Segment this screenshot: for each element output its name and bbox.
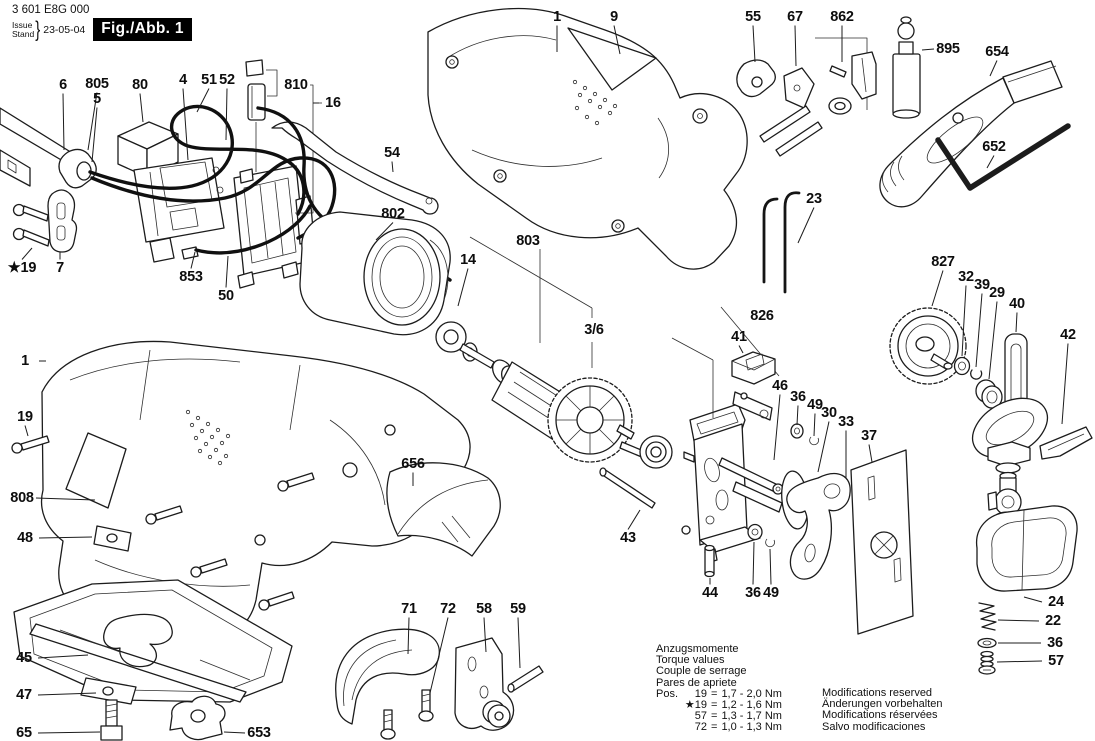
part-bolt-65	[101, 700, 122, 740]
callout-9: 9	[610, 9, 618, 25]
callout-36: 36	[745, 585, 761, 601]
leader-37	[869, 445, 872, 463]
callout-1: 1	[553, 9, 561, 25]
callout-808: 808	[10, 490, 34, 506]
callout-59: 59	[510, 601, 526, 617]
callout-803: 803	[516, 233, 540, 249]
torque-lead	[656, 711, 681, 722]
callout-72: 72	[440, 601, 456, 617]
part-washer-32	[955, 358, 970, 375]
part-bracket-862	[815, 38, 876, 114]
document-header	[12, 4, 192, 41]
torque-eq: =	[711, 699, 718, 712]
leader-654	[990, 61, 997, 77]
part-grease-tube-895	[893, 17, 920, 118]
leader-4	[183, 89, 188, 161]
callout-52: 52	[219, 72, 235, 88]
leader-36	[753, 542, 754, 585]
leader-59	[518, 618, 520, 669]
leader-star-19	[22, 248, 32, 260]
leader-827	[932, 271, 943, 307]
leader-24	[1024, 597, 1042, 602]
callout-32: 32	[958, 269, 974, 285]
part-roller-holder-58	[455, 638, 514, 730]
callout-48: 48	[17, 530, 33, 546]
part-plate-37	[851, 450, 913, 634]
leader-22	[998, 620, 1039, 621]
document-number: 3 601 E8G 000	[12, 4, 90, 16]
torque-lead: Pos.	[656, 687, 679, 700]
callout-23: 23	[806, 191, 822, 207]
leader-49	[770, 549, 771, 585]
callout-47: 47	[16, 687, 32, 703]
leader-42	[1062, 344, 1068, 425]
leader-652	[987, 156, 994, 169]
part-rod-43	[600, 468, 655, 508]
part-pin-59	[508, 666, 543, 692]
callout-65: 65	[16, 725, 32, 741]
modification-line: Modifications réservées	[822, 709, 938, 722]
modification-line: Modifications reserved	[822, 687, 933, 699]
torque-val: 1,3 - 1,7 Nm	[721, 710, 782, 723]
callout-44: 44	[702, 585, 718, 601]
part-roller-55	[737, 60, 775, 97]
leader-29	[989, 302, 997, 380]
leader-55	[753, 26, 755, 63]
modification-line: Salvo modificaciones	[822, 720, 926, 733]
modifications-note	[822, 688, 942, 733]
torque-num: ★19	[684, 699, 707, 712]
leader-49	[814, 414, 815, 437]
part-screws-star19	[14, 205, 50, 247]
part-eccentric-29	[976, 380, 1002, 408]
torque-eq: =	[711, 710, 718, 723]
callout-654: 654	[985, 44, 1009, 60]
callout-652: 652	[982, 139, 1006, 155]
callout-656: 656	[401, 456, 425, 472]
callout-58: 58	[476, 601, 492, 617]
callout-star-19: ★19	[7, 260, 37, 276]
callout-895: 895	[936, 41, 960, 57]
torque-heading-line: Torque values	[656, 654, 725, 667]
part-stator-802	[300, 212, 450, 335]
part-guide-rod	[0, 108, 96, 188]
callout-49: 49	[807, 397, 823, 413]
part-circlip-39	[971, 370, 982, 379]
issue-row	[12, 18, 192, 41]
leader-67	[795, 26, 796, 67]
torque-num: 72	[694, 721, 707, 734]
callout-862: 862	[830, 9, 854, 25]
torque-heading-line: Anzugsmomente	[656, 643, 739, 655]
bracket-lines-803	[470, 237, 592, 368]
torque-eq: =	[711, 721, 718, 734]
callout-41: 41	[731, 329, 747, 345]
issue-word-en: Issue	[12, 19, 33, 30]
torque-num: 19	[694, 687, 707, 700]
callout-826: 826	[750, 308, 774, 324]
leader-41	[739, 346, 743, 354]
part-clamp-7	[48, 190, 77, 252]
callout-653: 653	[247, 725, 271, 741]
torque-eq: =	[711, 687, 718, 700]
callout-7: 7	[56, 260, 64, 276]
callout-853: 853	[179, 269, 203, 285]
callout-37: 37	[861, 428, 877, 444]
part-block-41	[732, 352, 775, 384]
part-lever-42	[1040, 427, 1092, 459]
callout-42: 42	[1060, 327, 1076, 343]
callout-33: 33	[838, 414, 854, 430]
callout-6: 6	[59, 77, 67, 93]
callout-57: 57	[1048, 653, 1064, 669]
torque-heading-line: Pares de apriete	[656, 676, 737, 689]
callout-805: 805	[85, 76, 109, 92]
torque-val: 1,0 - 1,3 Nm	[721, 721, 782, 734]
part-spring-22	[979, 603, 996, 630]
part-screws-72	[381, 690, 433, 739]
callout-80: 80	[132, 77, 148, 93]
part-gear-827	[890, 308, 966, 384]
callout-39: 39	[974, 277, 990, 293]
leader-5	[92, 108, 97, 163]
leader-23	[798, 208, 814, 244]
part-switch-4	[134, 158, 224, 262]
callout-51: 51	[201, 72, 217, 88]
callout-71: 71	[401, 601, 417, 617]
part-cam-653	[170, 696, 225, 739]
callout-67: 67	[787, 9, 803, 25]
callout-14: 14	[460, 252, 476, 268]
callout-5: 5	[93, 91, 101, 107]
torque-heading-line: Couple de serrage	[656, 665, 747, 678]
part-washer-36-lower	[978, 639, 996, 648]
leader-40	[1016, 313, 1017, 333]
callout-49: 49	[763, 585, 779, 601]
issue-date: 23-05-04	[43, 23, 86, 36]
callout-827: 827	[931, 254, 955, 270]
issue-word-de: Stand	[12, 28, 35, 39]
part-cover-656	[387, 463, 500, 556]
callout-30: 30	[821, 405, 837, 421]
callout-46: 46	[772, 378, 788, 394]
callout-45: 45	[16, 650, 32, 666]
issue-brace: }	[35, 16, 41, 43]
torque-lead	[656, 722, 681, 733]
part-guard-24	[977, 506, 1077, 591]
torque-note	[656, 644, 782, 734]
leader-50	[226, 256, 228, 288]
callout-1: 1	[21, 353, 29, 369]
leader-65	[38, 732, 100, 733]
part-housing-upper	[428, 9, 747, 270]
callout-54: 54	[384, 145, 400, 161]
leader-895	[922, 49, 934, 50]
torque-heading	[656, 644, 782, 689]
torque-lead	[656, 700, 681, 711]
callout-55: 55	[745, 9, 761, 25]
torque-val: 1,2 - 1,6 Nm	[721, 699, 782, 712]
callout-40: 40	[1009, 296, 1025, 312]
callout-3-6: 3/6	[584, 322, 604, 338]
leader-57	[997, 661, 1042, 662]
figure-badge: Fig./Abb. 1	[93, 18, 192, 41]
callout-802: 802	[381, 206, 405, 222]
leader-43	[628, 510, 640, 530]
torque-num: 57	[694, 710, 707, 723]
leader-19	[25, 426, 28, 437]
part-pin-44	[705, 546, 714, 577]
leader-46	[774, 395, 780, 461]
part-armature-803	[460, 344, 672, 468]
callout-810: 810	[284, 77, 308, 93]
leader-14	[458, 269, 468, 307]
callout-4: 4	[179, 72, 187, 88]
issue-words	[12, 21, 34, 39]
leader-30	[818, 422, 829, 473]
part-wireform-23	[764, 193, 799, 292]
callout-16: 16	[325, 95, 341, 111]
callout-50: 50	[218, 288, 234, 304]
leader-52	[226, 89, 227, 141]
callout-36: 36	[1047, 635, 1063, 651]
torque-row	[656, 722, 782, 733]
callout-29: 29	[989, 285, 1005, 301]
modification-line: Änderungen vorbehalten	[822, 698, 943, 711]
leader-54	[392, 162, 393, 173]
leader-36	[797, 406, 798, 426]
leader-39	[976, 294, 982, 368]
callout-22: 22	[1045, 613, 1061, 629]
callout-19: 19	[17, 409, 33, 425]
torque-rows	[656, 689, 782, 734]
callout-43: 43	[620, 530, 636, 546]
leader-653	[224, 732, 245, 733]
callout-36: 36	[790, 389, 806, 405]
leader-6	[63, 94, 64, 151]
torque-val: 1,7 - 2,0 Nm	[721, 687, 782, 700]
leader-80	[140, 94, 143, 123]
callout-24: 24	[1048, 594, 1064, 610]
part-screw-57	[979, 652, 995, 675]
